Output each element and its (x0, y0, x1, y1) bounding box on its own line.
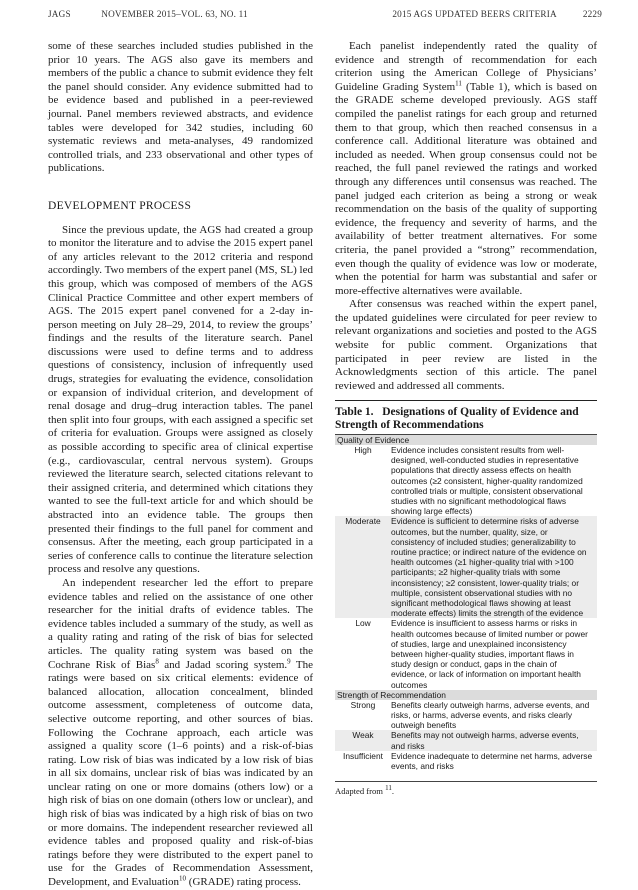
level-cell: Moderate (345, 516, 381, 527)
citation-ref: 11 (455, 79, 462, 88)
citation-ref: 8 (155, 656, 159, 665)
level-cell: Low (355, 618, 371, 629)
table-title (335, 401, 597, 435)
left-column (48, 40, 313, 890)
paragraph-text: An independent researcher led the effort to prepare evidence tables and relied on the assistance of one other researcher for the initial drafts of evidence tables. The evidence tables included a summary of the study, as well as a quality rating and rating of the risk of bias for selected articles. The quality rating system was based on the Cochrane Risk of Bias (48, 576, 313, 671)
level-cell: Weak (352, 730, 374, 741)
description-cell: Evidence includes consistent results from well-designed, well-conducted studies in representative populations that directly assess effects on health outcomes (≥2 consistent, higher-quality randomized controlled trials or multiple, consistent observational studies with no significant methodological flaws showing large effects) (391, 445, 583, 517)
footnote-end: . (391, 786, 395, 797)
citation-ref: 10 (179, 874, 187, 883)
right-column (335, 40, 597, 393)
peer-review-paragraph: After consensus was reached within the expert panel, the updated guidelines were circulated for peer review to relevant organizations and societies and posted to the AGS website for public comment. Organizations that participated in peer review are listed in the Acknowledgments section of this article. The panel reviewed and addressed all comments. (335, 298, 597, 392)
paragraph-text: Each panelist independently rated the quality of evidence and strength of recommendation for each criterion using the American College of Physicians’ Guideline Grading System (335, 40, 597, 93)
level-cell: Strong (350, 699, 376, 710)
running-head (48, 9, 602, 23)
description-cell: Benefits may not outweigh harms, adverse events, and risks (391, 730, 579, 751)
table-row (335, 618, 597, 689)
footnote-text: Adapted from (335, 786, 383, 797)
description-cell: Benefits clearly outweigh harms, adverse events, and risks, or harms, adverse events, and risks clearly outweigh benefits (391, 699, 590, 731)
evidence-tables-paragraph (48, 577, 313, 890)
table-row (335, 516, 597, 618)
journal-name: JAGS (48, 9, 71, 19)
table-section-quality: Quality of Evidence (335, 435, 597, 445)
description-cell: Evidence is insufficient to assess harms or risks in health outcomes because of limited number or power of studies, large and unexplained inconsistency between higher-quality studies, important flaws in study design or conduct, gaps in the chain of evidence, or lack of information on important health outcomes (391, 618, 588, 690)
table-section-strength: Strength of Recommendation (335, 690, 597, 700)
table-row (335, 751, 597, 771)
table-footnote (335, 781, 597, 796)
section-heading: DEVELOPMENT PROCESS (48, 199, 192, 212)
table-row (335, 700, 597, 731)
intro-paragraph: some of these searches included studies published in the prior 10 years. The AGS also gave its members and members of the public a chance to submit evidence they felt the panel should consider. Any evidence submitted had to be evidence based and published in a peer-reviewed journal. Panel members reviewed abstracts, and evidence tables were developed for 342 studies, including 60 systematic reviews and meta-analyses, 49 randomized controlled trials, and 233 observational and other types of publications. (48, 40, 313, 175)
evidence-table (335, 400, 597, 796)
level-cell: Insufficient (343, 750, 383, 761)
level-cell: High (354, 445, 372, 455)
description-cell: Evidence inadequate to determine net harms, adverse events, and risks (391, 750, 593, 772)
description-cell: Evidence is sufficient to determine risks of adverse outcomes, but the number, quality, size, or consistency of included studies; generalizability to routine practice; or indirect nature of the evidence on health outcomes (≥1 higher-quality trial with >100 participants; ≥2 higher-quality trials with some inconsistency; ≥2 consistent, lower-quality trials; or multiple, consistent observational studies with no significant methodological flaws showing at least moderate effects) limits the strength of the evidence (391, 516, 587, 619)
citation-ref: 11 (385, 784, 392, 793)
paragraph-text: (Table 1), which is based on the GRADE scheme developed previously. AGS staff compiled the panelist ratings for each group and returned them to that group, which then reached consensus in a conference call. Additional literature was obtained and included as needed. When group consensus could not be reached, the full panel reviewed the ratings and worked through any differences until consensus was reached. The panel judged each criterion as being a strong or weak recommendation on the basis of the quality of supporting evidence, the frequency and severity of harms, and the availability of better treatment alternatives. For some criteria, the panel provided a “strong” recommendation, even though the quality of evidence was low or moderate, when the potential for harm was substantial and safer or more-effective alternatives were available. (335, 80, 597, 297)
paragraph-text: (GRADE) rating process. (186, 876, 301, 889)
table-row (335, 445, 597, 516)
paragraph-text: The ratings were based on six critical elements: evidence of balanced allocation, allocation concealment, blinded outcome assessment, completeness of outcome data, selective outcome reporting, and other sources of bias. Following the Cochrane approach, each article was assigned a quality score (1–6 points) and a risk-of-bias rating. Low risk of bias was indicated by a low risk of bias in all six domains, unclear risk of bias was indicated by an unclear rating on one or more domains (others low) or a high risk of bias on one domain (others low or unclear), and high risk of bias was indicated by a high risk of bias on two or more domains. The independent researcher reviewed all evidence tables and proposed quality and risk-of-bias ratings before they were distributed to the expert panel to use for the Grades of Recommendation Assessment, Development, and Evaluation (48, 658, 313, 889)
citation-ref: 9 (287, 656, 291, 665)
development-paragraph: Since the previous update, the AGS had created a group to monitor the literature and to advise the 2015 expert panel of any articles relevant to the 2012 criteria and respond accordingly. Two members of the expert panel (MS, SL) led this group, which was composed of members of the AGS Clinical Practice Committee and other expert members of AGS. The 2015 expert panel convened for a 2-day in-person meeting on July 28–29, 2014, to review the groups’ findings and the results of the literature search. Panel discussions were used to define terms and to address questions of consistency, inclusion of infrequently used drugs, strategies for evaluating the evidence, consolidation or expansion of individual criterion, and development of renal dosage and drug–drug interaction tables. The panel then split into four groups, with each assigned a specific set of criteria for evaluation. Groups were assigned as closely as possible according to specific area of clinical expertise (e.g., cardiovascular, central nervous system). Groups reviewed the literature search, selected citations relevant to their assigned criteria, and determined which citations they wanted to see the full-text article for and which should be abstracted into an evidence table. The groups then presented their findings to the full panel for comment and consensus. After the meeting, each group participated in a series of conference calls to continue the literature selection process and resolve any questions. (48, 223, 313, 576)
table-label: Table 1. (335, 406, 374, 418)
paragraph-text: and Jadad scoring system. (158, 658, 288, 671)
table-row (335, 730, 597, 750)
rating-paragraph (335, 40, 597, 298)
issue-info: NOVEMBER 2015–VOL. 63, NO. 11 (101, 9, 248, 19)
article-short-title: 2015 AGS UPDATED BEERS CRITERIA (392, 9, 557, 19)
page-number: 2229 (582, 9, 602, 19)
table-caption: Designations of Quality of Evidence and Strength of Recommendations (335, 406, 579, 431)
